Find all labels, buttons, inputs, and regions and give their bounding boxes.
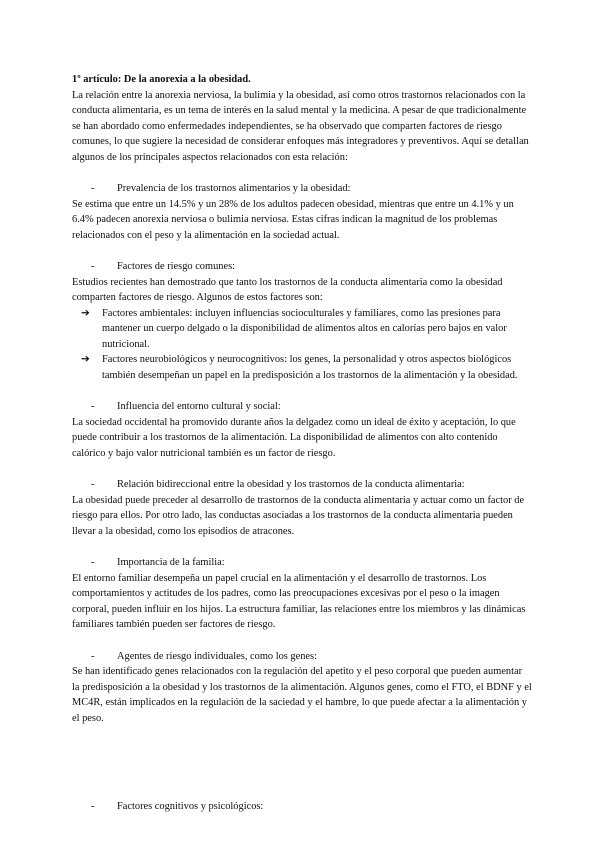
list-item [72,352,532,383]
dash-bullet: - [91,557,95,568]
document-page [72,72,532,815]
dash-bullet: - [91,650,95,662]
dash-bullet: - [91,183,95,194]
section-body: La obesidad puede preceder al desarrollo de trastornos de la conducta alimentaria y actuar como un factor de riesgo para ellos. Por otro lado, las conductas asociadas a los trastornos de la conducta alimentaria pueden llevar a la obesidad, como los episodios de atracones. [72,494,525,537]
section-heading-text: Factores cognitivos y psicológicos: [117,801,264,812]
arrow-icon: ➔ [81,354,90,365]
section-heading-text: Importancia de la familia: [117,557,225,568]
dash-bullet: - [91,801,95,812]
factor-list [72,306,532,384]
list-item [72,306,532,353]
section-body: El entorno familiar desempeña un papel crucial en la alimentación y el desarrollo de trastornos. Los comportamientos y actitudes de los padres, como las preocupaciones excesivas por el peso o la imagen corporal, pueden influir en los hijos. La estructura familiar, las relaciones entre los miembros y las dinámicas familiares también pueden ser factores de riesgo. [72,572,526,630]
section-body: Estudios recientes han demostrado que tanto los trastornos de la conducta alimentaria como la obesidad comparten factores de riesgo. Algunos de estos factores son: [72,276,503,303]
section-body: Se han identificado genes relacionados con la regulación del apetito y el peso corporal que pueden aumentar la predisposición a la obesidad y los trastornos de la alimentación. Algunos genes, como el FTO, el BDNF y el MC4R, están implicados en la regulación de la saciedad y el hambre, lo que puede afectar a la alimentación y el peso. [72,666,532,724]
section-heading-text: Relación bidireccional entre la obesidad y los trastornos de la conducta alimentaria: [117,479,465,490]
list-item-text: Factores neurobiológicos y neurocognitivos: los genes, la personalidad y otros aspectos biológicos también desempeñan un papel en la predisposición a los trastornos de la alimentación y la obesidad. [102,354,518,381]
section-body: La sociedad occidental ha promovido durante años la delgadez como un ideal de éxito y aceptación, lo que puede contribuir a los trastornos de la alimentación. La disponibilidad de alimentos con alto contenido calórico y bajo valor nutricional también es un factor de riesgo. [72,416,516,459]
section-heading-text: Agentes de riesgo individuales, como los genes: [117,650,317,662]
arrow-icon: ➔ [81,307,90,319]
section-body: Se estima que entre un 14.5% y un 28% de los adultos padecen obesidad, mientras que entre un 4.1% y un 6.4% padecen anorexia nerviosa o bulimia nerviosa. Estas cifras indican la magnitud de los problemas relacionados con el peso y la alimentación en la sociedad actual. [72,198,514,241]
section-heading [72,259,532,275]
section-heading-text: Factores de riesgo comunes: [117,261,236,272]
section-heading [72,799,532,815]
section-heading-text: Influencia del entorno cultural y social: [117,401,281,412]
list-item-text: Factores ambientales: incluyen influencias socioculturales y familiares, como las presiones para mantener un cuerpo delgado o la disponibilidad de alimentos altos en calorías pero bajos en valor nutricional. [102,307,507,350]
section-heading [72,399,532,415]
section-heading [72,181,532,197]
dash-bullet: - [91,401,95,412]
section-heading [72,555,532,571]
dash-bullet: - [91,479,95,490]
intro-paragraph: La relación entre la anorexia nerviosa, la bulimia y la obesidad, así como otros trastornos relacionados con la conducta alimentaria, es un tema de interés en la salud mental y la medicina. A pesar de que tradicionalmente se han abordado como enfermedades independientes, se ha observado que comparten factores de riesgo comunes, lo que sugiere la necesidad de considerar enfoques más integradores y preventivos. Aquí se detallan algunos de los principales aspectos relacionados con esta relación: [72,89,529,163]
blank-space [72,726,532,783]
article-title: 1º artículo: De la anorexia a la obesidad. [72,74,251,85]
section-heading [72,477,532,493]
dash-bullet: - [91,261,95,272]
section-heading [72,649,532,665]
section-heading-text: Prevalencia de los trastornos alimentarios y la obesidad: [117,183,351,194]
